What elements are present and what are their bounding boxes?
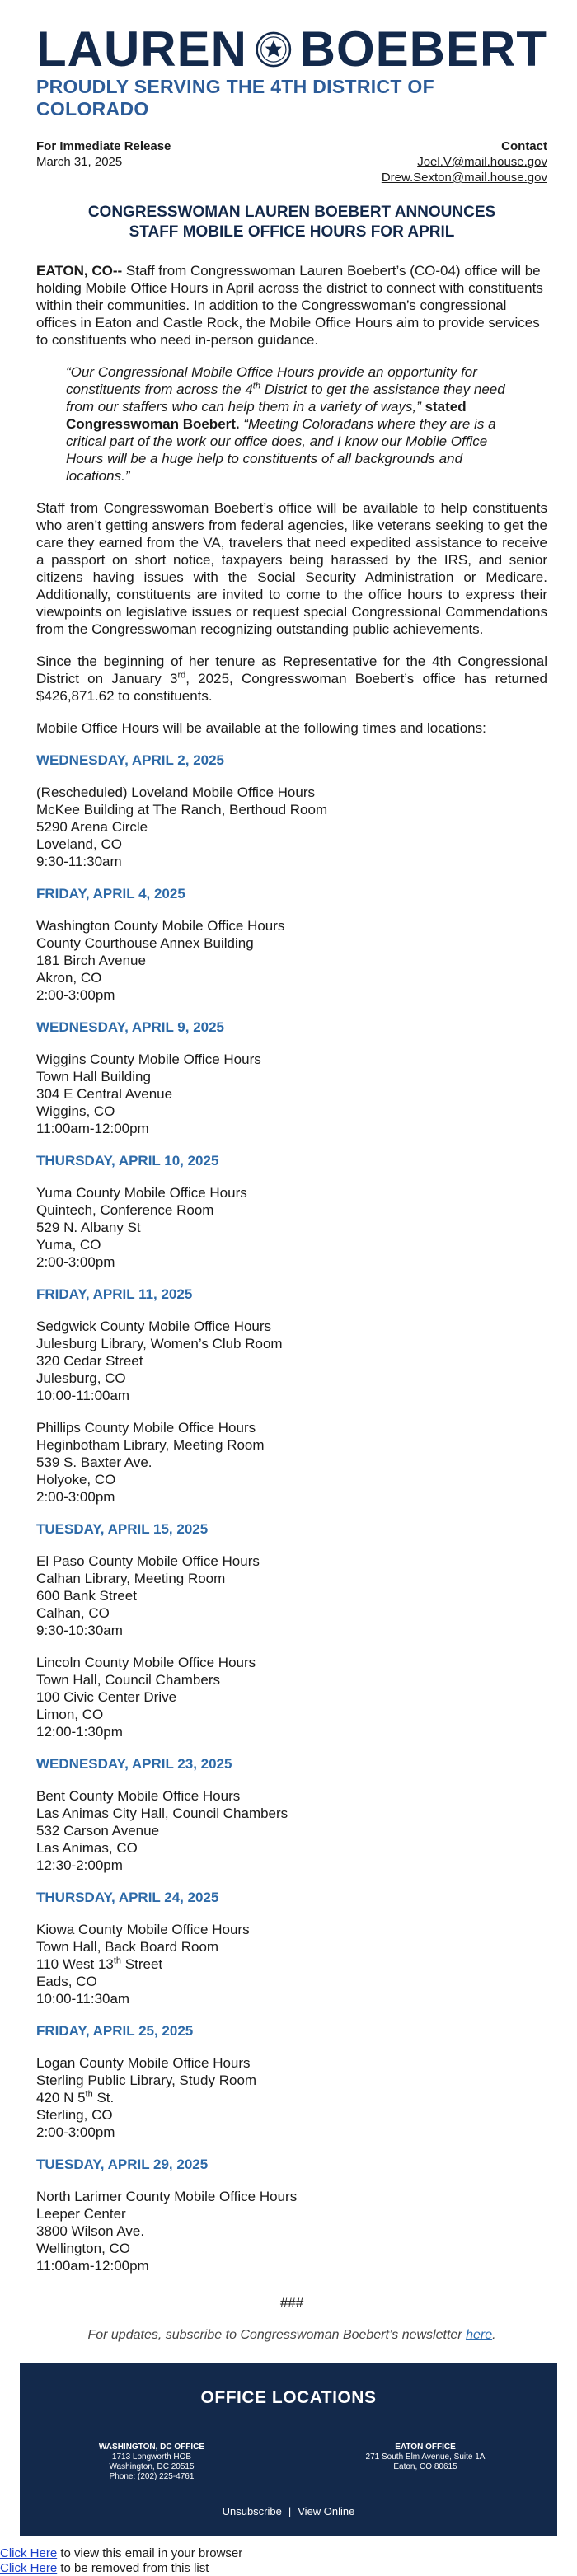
location-block bbox=[36, 2188, 547, 2274]
intro-text: Staff from Congresswoman Lauren Boebert’s (CO-04) office will be holding Mobile Office Hours in April across the district to connect with constituents within their communities. In addition to the Congresswoman’s congressional offices in Eaton and Castle Rock, the Mobile Office Hours aim to provide services to constituents who need in-person guidance. bbox=[36, 263, 543, 348]
release-body bbox=[36, 262, 547, 2344]
quote-attribution: stated Congresswoman Boebert. bbox=[66, 399, 467, 432]
unsubscribe-link[interactable]: Unsubscribe bbox=[222, 2505, 282, 2517]
location-block bbox=[36, 1921, 547, 2007]
masthead bbox=[36, 21, 547, 119]
location-line: Holyoke, CO bbox=[36, 1472, 116, 1487]
location-block bbox=[36, 1787, 547, 1874]
location-time: 2:00-3:00pm bbox=[36, 1254, 115, 1270]
subscribe-note bbox=[36, 2326, 547, 2344]
schedule-day-heading: FRIDAY, APRIL 11, 2025 bbox=[36, 1286, 193, 1302]
location-time: 2:00-3:00pm bbox=[36, 987, 115, 1003]
logo-last-name: BOEBERT bbox=[299, 21, 547, 77]
schedule-day-heading: THURSDAY, APRIL 24, 2025 bbox=[36, 1890, 219, 1905]
location-line: 110 West 13th Street bbox=[36, 1955, 163, 1972]
returns-paragraph bbox=[36, 653, 547, 705]
location-time: 11:00am-12:00pm bbox=[36, 2258, 149, 2274]
returns-sup: rd bbox=[177, 670, 186, 681]
location-block bbox=[36, 1553, 547, 1639]
contact-email-link[interactable]: Joel.V@mail.house.gov bbox=[417, 155, 547, 169]
footer-links bbox=[20, 2505, 557, 2517]
office-line: Eaton, CO 80615 bbox=[393, 2462, 457, 2471]
location-block bbox=[36, 1654, 547, 1740]
location-time: 9:30-10:30am bbox=[36, 1623, 123, 1638]
location-line: 600 Bank Street bbox=[36, 1588, 137, 1604]
location-line: County Courthouse Annex Building bbox=[36, 935, 254, 951]
location-line: Wiggins, CO bbox=[36, 1103, 115, 1119]
view-online-link[interactable]: View Online bbox=[298, 2505, 355, 2517]
quote-part: “Our Congressional Mobile Office Hours provide an opportunity for constituents from across the 4 bbox=[66, 364, 477, 397]
returns-text: , 2025, Congresswoman Boebert’s office has returned $426,871.62 to constituents. bbox=[36, 671, 547, 704]
schedule-day-heading: TUESDAY, APRIL 29, 2025 bbox=[36, 2157, 209, 2172]
schedule-day-heading: THURSDAY, APRIL 10, 2025 bbox=[36, 1153, 219, 1169]
location-block bbox=[36, 1184, 547, 1271]
location-line: Las Animas City Hall, Council Chambers bbox=[36, 1806, 288, 1821]
dc-office bbox=[45, 2443, 259, 2482]
contact-label: Contact bbox=[501, 139, 547, 153]
location-block bbox=[36, 784, 547, 870]
office-line: Washington, DC 20515 bbox=[109, 2462, 195, 2471]
location-block bbox=[36, 1051, 547, 1137]
location-line: 3800 Wilson Ave. bbox=[36, 2223, 145, 2239]
logo-first-name: LAUREN bbox=[36, 21, 247, 77]
location-time: 2:00-3:00pm bbox=[36, 2124, 115, 2140]
location-time: 2:00-3:00pm bbox=[36, 1489, 115, 1505]
location-title: Bent County Mobile Office Hours bbox=[36, 1788, 241, 1804]
remove-from-list-link[interactable]: Click Here bbox=[0, 2561, 58, 2575]
schedule-day-heading: WEDNESDAY, APRIL 2, 2025 bbox=[36, 752, 225, 768]
location-line: Leeper Center bbox=[36, 2206, 126, 2222]
returns-text: Since the beginning of her tenure as Representative for the 4th Congressional District on January 3 bbox=[36, 653, 547, 686]
location-title: (Rescheduled) Loveland Mobile Office Hours bbox=[36, 785, 315, 800]
schedule-day-heading: FRIDAY, APRIL 4, 2025 bbox=[36, 886, 185, 902]
link-separator: | bbox=[288, 2505, 292, 2517]
location-line: Julesburg, CO bbox=[36, 1370, 126, 1386]
eaton-office bbox=[318, 2443, 532, 2472]
location-title: Wiggins County Mobile Office Hours bbox=[36, 1051, 261, 1067]
location-time: 12:00-1:30pm bbox=[36, 1724, 123, 1740]
subscribe-text: For updates, subscribe to Congresswoman Boebert’s newsletter bbox=[87, 2328, 467, 2342]
location-line: Town Hall, Council Chambers bbox=[36, 1672, 220, 1688]
location-line: 304 E Central Avenue bbox=[36, 1086, 173, 1102]
location-line: 181 Birch Avenue bbox=[36, 953, 146, 968]
view-in-browser-link[interactable]: Click Here bbox=[0, 2546, 58, 2560]
office-line: 1713 Longworth HOB bbox=[111, 2452, 192, 2461]
location-line: Loveland, CO bbox=[36, 836, 122, 852]
release-label: For Immediate Release bbox=[36, 139, 171, 153]
location-line: Calhan, CO bbox=[36, 1605, 110, 1621]
location-line: 100 Civic Center Drive bbox=[36, 1689, 177, 1705]
office-name: EATON OFFICE bbox=[395, 2443, 456, 2452]
quote-block bbox=[66, 363, 523, 485]
quote-sup: th bbox=[252, 381, 260, 391]
location-line: Julesburg Library, Women’s Club Room bbox=[36, 1336, 283, 1351]
office-line: 271 South Elm Avenue, Suite 1A bbox=[365, 2452, 486, 2461]
location-line: McKee Building at The Ranch, Berthoud Room bbox=[36, 802, 328, 817]
schedule-day-heading: WEDNESDAY, APRIL 23, 2025 bbox=[36, 1756, 232, 1772]
location-time: 9:30-11:30am bbox=[36, 854, 122, 869]
location-line: Akron, CO bbox=[36, 970, 102, 986]
location-block bbox=[36, 1419, 547, 1506]
logo bbox=[36, 21, 547, 77]
services-paragraph: Staff from Congresswoman Boebert’s office will be available to help constituents who aren’t getting answers from federal agencies, like veterans seeking to get the care they earned from the VA, travelers that need expedited assistance to receive a passport on short notice, taxpayers being harassed by the IRS, and senior citizens having issues with the Social Security Administration or Medicare. Additionally, constituents are invited to come to the office hours to express their viewpoints on legislative issues or request special Congressional Commendations from the Congresswoman recognizing outstanding public achievements. bbox=[36, 500, 547, 637]
location-title: Logan County Mobile Office Hours bbox=[36, 2055, 251, 2071]
location-title: Yuma County Mobile Office Hours bbox=[36, 1185, 247, 1201]
location-title: North Larimer County Mobile Office Hours bbox=[36, 2189, 298, 2204]
location-line: 420 N 5th St. bbox=[36, 2089, 115, 2105]
bottom-links bbox=[0, 2546, 242, 2576]
location-time: 10:00-11:00am bbox=[36, 1388, 130, 1403]
bottom-link-text: to view this email in your browser bbox=[57, 2546, 243, 2560]
location-title: Lincoln County Mobile Office Hours bbox=[36, 1655, 256, 1670]
schedule-day-heading: WEDNESDAY, APRIL 9, 2025 bbox=[36, 1019, 225, 1035]
location-line: Limon, CO bbox=[36, 1707, 104, 1722]
location-title: Kiowa County Mobile Office Hours bbox=[36, 1922, 250, 1937]
location-block bbox=[36, 917, 547, 1004]
location-line: Calhan Library, Meeting Room bbox=[36, 1571, 226, 1586]
location-line: Las Animas, CO bbox=[36, 1840, 138, 1856]
location-line: Wellington, CO bbox=[36, 2241, 131, 2256]
location-time: 10:00-11:30am bbox=[36, 1991, 130, 2007]
location-time: 12:30-2:00pm bbox=[36, 1857, 123, 1873]
headline-line: CONGRESSWOMAN LAUREN BOEBERT ANNOUNCES bbox=[87, 204, 496, 221]
location-line: Yuma, CO bbox=[36, 1237, 101, 1253]
office-name: WASHINGTON, DC OFFICE bbox=[98, 2443, 205, 2452]
footer bbox=[20, 2363, 557, 2536]
contact-email-link[interactable]: Drew.Sexton@mail.house.gov bbox=[381, 171, 547, 185]
end-mark: ### bbox=[279, 2295, 304, 2311]
schedule-day-heading: FRIDAY, APRIL 25, 2025 bbox=[36, 2023, 194, 2039]
location-time: 11:00am-12:00pm bbox=[36, 1121, 149, 1136]
view-in-browser-line bbox=[0, 2546, 242, 2561]
location-line: Eads, CO bbox=[36, 1974, 97, 1989]
subscribe-period: . bbox=[492, 2328, 496, 2342]
location-line: Town Hall, Back Board Room bbox=[36, 1939, 219, 1955]
location-line: 5290 Arena Circle bbox=[36, 819, 148, 835]
location-line: 529 N. Albany St bbox=[36, 1220, 141, 1235]
location-line: Quintech, Conference Room bbox=[36, 1202, 214, 1218]
congressional-seal-icon bbox=[256, 28, 292, 71]
headline bbox=[36, 203, 547, 242]
office-line: Phone: (202) 225-4761 bbox=[109, 2472, 195, 2481]
location-title: Phillips County Mobile Office Hours bbox=[36, 1420, 256, 1436]
schedule-list bbox=[36, 752, 547, 2274]
quote-part: “Meeting Coloradans where they are is a critical part of the work our office does, and I know our Mobile Office Hours will be a huge help to constituents of all backgrounds and locations.” bbox=[66, 416, 496, 484]
quote-part: District to get the assistance they need from our staffers who can help them in a variety of ways,” bbox=[66, 382, 505, 415]
location-block bbox=[36, 1318, 547, 1404]
footer-title: OFFICE LOCATIONS bbox=[200, 2388, 377, 2407]
location-block bbox=[36, 2054, 547, 2141]
schedule-day-heading: TUESDAY, APRIL 15, 2025 bbox=[36, 1521, 209, 1537]
tagline: PROUDLY SERVING THE 4TH DISTRICT OF COLORADO bbox=[36, 76, 434, 119]
headline-line: STAFF MOBILE OFFICE HOURS FOR APRIL bbox=[129, 223, 455, 241]
location-line: Heginbotham Library, Meeting Room bbox=[36, 1437, 265, 1453]
location-line: Town Hall Building bbox=[36, 1069, 151, 1084]
newsletter-link[interactable]: here bbox=[466, 2328, 493, 2342]
location-title: Sedgwick County Mobile Office Hours bbox=[36, 1318, 272, 1334]
bottom-link-text: to be removed from this list bbox=[57, 2561, 209, 2575]
location-line: 320 Cedar Street bbox=[36, 1353, 143, 1369]
schedule-intro: Mobile Office Hours will be available at the following times and locations: bbox=[36, 720, 486, 736]
release-date: March 31, 2025 bbox=[36, 155, 123, 169]
location-title: Washington County Mobile Office Hours bbox=[36, 918, 285, 934]
location-line: 532 Carson Avenue bbox=[36, 1823, 160, 1838]
location-title: El Paso County Mobile Office Hours bbox=[36, 1553, 260, 1569]
dateline: EATON, CO-- bbox=[36, 263, 123, 279]
location-line: Sterling, CO bbox=[36, 2107, 113, 2123]
location-line: 539 S. Baxter Ave. bbox=[36, 1454, 152, 1470]
intro-paragraph bbox=[36, 262, 547, 349]
location-line: Sterling Public Library, Study Room bbox=[36, 2073, 257, 2088]
remove-from-list-line bbox=[0, 2561, 242, 2576]
